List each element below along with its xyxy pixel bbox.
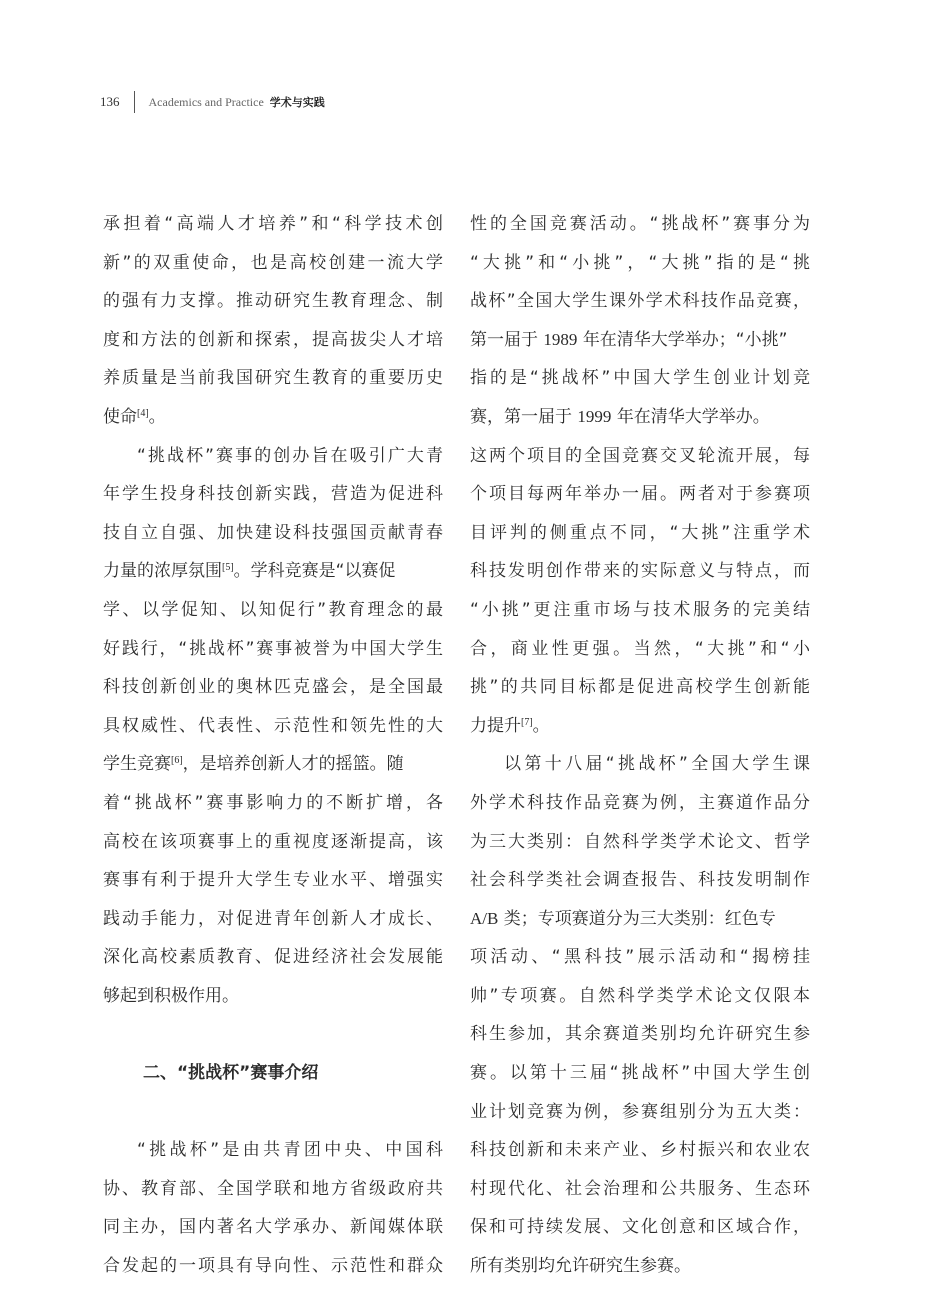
spacer xyxy=(103,1015,443,1054)
citation: [5] xyxy=(222,562,234,574)
text-line: 保和可持续发展、文化创意和区域合作， xyxy=(470,1217,810,1238)
text-line: 同主办，国内著名大学承办、新闻媒体联 xyxy=(103,1217,443,1238)
text-line: 好践行，“挑战杯”赛事被誉为中国大学生 xyxy=(103,638,443,659)
text-line: 科生参加，其余赛道类别均允许研究生参 xyxy=(470,1024,810,1045)
text-line: 高校在该项赛事上的重视度逐渐提高，该 xyxy=(103,831,443,852)
text-line: 度和方法的创新和探索，提高拔尖人才培 xyxy=(103,329,443,350)
header-divider xyxy=(134,91,135,113)
text-line: 科技创新和未来产业、乡村振兴和农业农 xyxy=(470,1140,810,1161)
text-line: 外学术科技作品竞赛为例，主赛道作品分 xyxy=(470,792,810,813)
text-line: 村现代化、社会治理和公共服务、生态环 xyxy=(470,1178,810,1199)
text-line: 养质量是当前我国研究生教育的重要历史 xyxy=(103,368,443,389)
text-line: 赛事有利于提升大学生专业水平、增强实 xyxy=(103,870,443,891)
text-line: 合，商业性更强。当然，“大挑”和“小 xyxy=(470,638,810,659)
text-line: 赛。以第十三届“挑战杯”中国大学生创 xyxy=(470,1063,810,1084)
section-heading: 二、“挑战杯”赛事介绍 xyxy=(143,1063,319,1084)
citation: [7] xyxy=(521,716,533,728)
right-column xyxy=(470,205,810,1286)
text-line: 新”的双重使命，也是高校创建一流大学 xyxy=(103,252,443,273)
text-line: 的强有力支撑。推动研究生教育理念、制 xyxy=(103,291,443,312)
text-line: “挑战杯”是由共青团中央、中国科 xyxy=(137,1140,443,1161)
text-line: 合发起的一项具有导向性、示范性和群众 xyxy=(103,1256,443,1277)
text-line: 目评判的侧重点不同，“大挑”注重学术 xyxy=(470,522,810,543)
journal-title-zh: 学术与实践 xyxy=(269,96,325,109)
text-line: “大挑”和“小挑”，“大挑”指的是“挑 xyxy=(470,252,810,273)
text-line: 所有类别均允许研究生参赛。 xyxy=(470,1256,691,1277)
text-line: 技自立自强、加快建设科技强国贡献青春 xyxy=(103,522,443,543)
text-line: 协、教育部、全国学联和地方省级政府共 xyxy=(103,1178,443,1199)
text-line: 学生竞赛[6]，是培养创新人才的摇篮。随 xyxy=(103,754,404,775)
text-line: 帅”专项赛。自然科学类学术论文仅限本 xyxy=(470,985,810,1006)
text-line: 赛，第一届于 1999 年在清华大学举办。 xyxy=(470,406,770,427)
text-line: 着“挑战杯”赛事影响力的不断扩增，各 xyxy=(103,792,443,813)
text-line: 使命[4]。 xyxy=(103,406,166,427)
text-line: 践动手能力，对促进青年创新人才成长、 xyxy=(103,908,443,929)
text-line: 指的是“挑战杯”中国大学生创业计划竞 xyxy=(470,368,810,389)
running-header xyxy=(100,91,325,113)
text-line: 学、以学促知、以知促行”教育理念的最 xyxy=(103,599,443,620)
text-line: 力提升[7]。 xyxy=(470,715,550,736)
spacer xyxy=(103,1093,443,1132)
text-line: 项活动、“黑科技”展示活动和“揭榜挂 xyxy=(470,947,810,968)
text-line: 第一届于 1989 年在清华大学举办；“小挑” xyxy=(470,329,788,350)
left-column xyxy=(103,205,443,1286)
text-line: 年学生投身科技创新实践，营造为促进科 xyxy=(103,484,443,505)
text-line: 为三大类别：自然科学类学术论文、哲学 xyxy=(470,831,810,852)
text-line: “挑战杯”赛事的创办旨在吸引广大青 xyxy=(137,445,443,466)
text-line: 承担着“高端人才培养”和“科学技术创 xyxy=(103,214,443,234)
text-line: 社会科学类社会调查报告、科技发明制作 xyxy=(470,870,810,891)
text-line: 够起到积极作用。 xyxy=(103,985,239,1006)
text-line: 深化高校素质教育、促进经济社会发展能 xyxy=(103,947,443,968)
page-number: 136 xyxy=(100,94,120,109)
text-line: 科技发明创作带来的实际意义与特点，而 xyxy=(470,561,810,582)
text-line: 个项目每两年举办一届。两者对于参赛项 xyxy=(470,484,810,505)
text-line: 战杯”全国大学生课外学术科技作品竞赛， xyxy=(470,291,810,312)
text-line: 科技创新创业的奥林匹克盛会，是全国最 xyxy=(103,677,443,698)
journal-title-en: Academics and Practice xyxy=(148,94,264,109)
text-line: 业计划竞赛为例，参赛组别分为五大类： xyxy=(470,1101,810,1122)
text-line: “小挑”更注重市场与技术服务的完美结 xyxy=(470,599,810,620)
text-line: A/B 类；专项赛道分为三大类别：红色专 xyxy=(470,908,776,929)
text-line: 具权威性、代表性、示范性和领先性的大 xyxy=(103,715,443,736)
citation: [4] xyxy=(137,407,149,419)
text-line: 挑”的共同目标都是促进高校学生创新能 xyxy=(470,677,810,698)
text-line: 力量的浓厚氛围[5]。学科竞赛是“以赛促 xyxy=(103,561,396,582)
text-line: 性的全国竞赛活动。“挑战杯”赛事分为 xyxy=(470,214,810,234)
citation: [6] xyxy=(171,755,183,767)
text-line: 这两个项目的全国竞赛交叉轮流开展，每 xyxy=(470,445,810,466)
text-line: 以第十八届“挑战杯”全国大学生课 xyxy=(504,754,810,775)
